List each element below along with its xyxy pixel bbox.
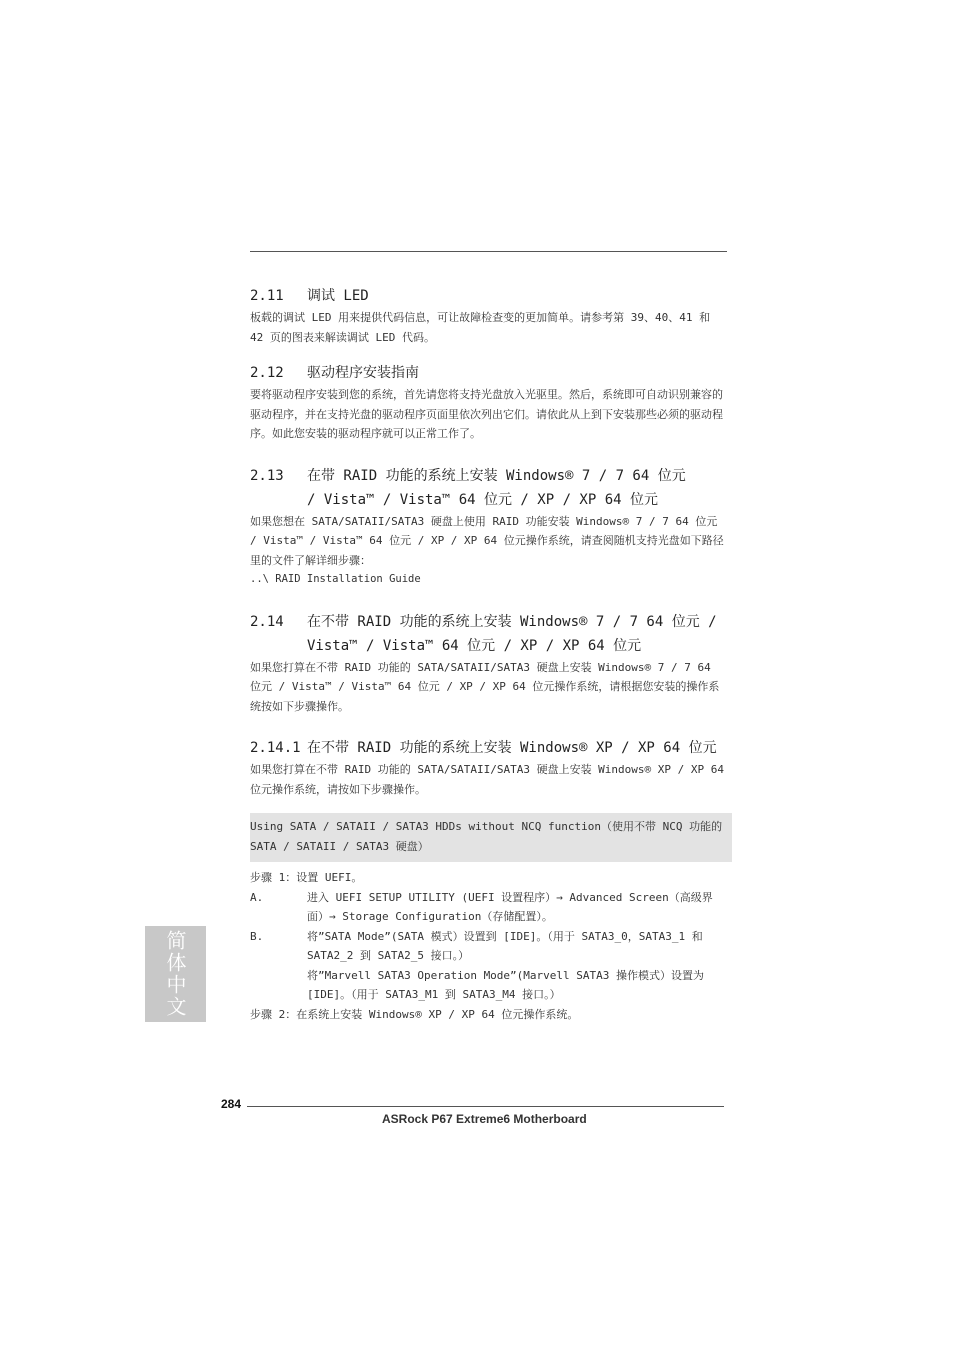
step-text — [307, 927, 728, 1005]
document-body — [250, 284, 728, 1024]
step-2: 步骤 2：在系统上安装 Windows® XP / XP 64 位元操作系统。 — [250, 1007, 579, 1021]
language-label: 简体中文 — [163, 930, 187, 1018]
step-text: 进入 UEFI SETUP UTILITY (UEFI 设置程序）→ Advanced Screen（高级界面）→ Storage Configuration（存储配置）。 — [307, 890, 713, 923]
step-a — [250, 888, 728, 927]
section-title: 在不带 RAID 功能的系统上安装 Windows® XP / XP 64 位元 — [307, 740, 717, 756]
step-label: B. — [250, 929, 264, 943]
section-title-line-1: 在不带 RAID 功能的系统上安装 Windows® 7 / 7 64 位元 / — [307, 613, 717, 630]
top-rule — [250, 251, 727, 252]
step-b-text-1: 将”SATA Mode”(SATA 模式）设置到 [IDE]。（用于 SATA3_0，SATA3_1 和 SATA2_2 到 SATA2_5 接口。） — [307, 929, 703, 962]
section-number: 2.13 — [250, 467, 284, 484]
section-2-14-1-heading — [250, 736, 728, 760]
section-2-11-body: 板载的调试 LED 用来提供代码信息，可让故障检查变的更加简单。请参考第 39、40、41 和 42 页的图表来解读调试 LED 代码。 — [250, 311, 711, 344]
section-number: 2.14 — [250, 613, 284, 630]
bottom-rule — [247, 1106, 724, 1107]
section-title — [307, 610, 728, 658]
step-b-text-2: 将”Marvell SATA3 Operation Mode”(Marvell SATA3 操作模式）设置为 [IDE]。（用于 SATA3_M1 到 SATA3_M4 接口。） — [307, 968, 705, 1001]
language-side-tab — [145, 926, 206, 1022]
section-2-14-1-body: 如果您打算在不带 RAID 功能的 SATA/SATAII/SATA3 硬盘上安装 Windows® XP / XP 64 位元操作系统，请按如下步骤操作。 — [250, 763, 725, 796]
section-2-12-body: 要将驱动程序安装到您的系统，首先请您将支持光盘放入光驱里。然后，系统即可自动识别兼容的驱动程序，并在支持光盘的驱动程序页面里依次列出它们。请依此从上到下安装那些必须的驱动程序。如此您安装的驱动程序就可以正常工作了。 — [250, 388, 723, 440]
section-2-14-body: 如果您打算在不带 RAID 功能的 SATA/SATAII/SATA3 硬盘上安装 Windows® 7 / 7 64 位元 / Vista™ / Vista™ 64 位元 / XP / XP 64 位元操作系统，请根据您安装的操作系统按如下步骤操作。 — [250, 660, 720, 713]
section-2-14-heading — [250, 610, 728, 658]
section-number: 2.14.1 — [250, 740, 301, 756]
section-title: 调试 LED — [307, 288, 369, 304]
step-label: A. — [250, 890, 264, 904]
install-guide-path: ..\ RAID Installation Guide — [250, 573, 421, 585]
page-number: 284 — [221, 1097, 242, 1111]
ncq-note-box: Using SATA / SATAII / SATA3 HDDs without NCQ function（使用不带 NCQ 功能的 SATA / SATAII / SATA3 硬盘） — [250, 813, 732, 862]
section-2-13-heading — [250, 464, 728, 512]
section-number: 2.12 — [250, 365, 284, 381]
section-title: 驱动程序安装指南 — [307, 365, 419, 381]
section-title-line-2: Vista™ / Vista™ 64 位元 / XP / XP 64 位元 — [307, 637, 642, 654]
section-title-line-2: / Vista™ / Vista™ 64 位元 / XP / XP 64 位元 — [307, 491, 659, 508]
section-title — [307, 464, 728, 512]
footer-product-name: ASRock P67 Extreme6 Motherboard — [382, 1112, 587, 1126]
step-b — [250, 927, 728, 1005]
section-2-12-heading — [250, 361, 728, 385]
section-2-13-body: 如果您想在 SATA/SATAII/SATA3 硬盘上使用 RAID 功能安装 Windows® 7 / 7 64 位元 / Vista™ / Vista™ 64 位元 / XP / XP 64 位元操作系统，请查阅随机支持光盘如下路径里的文件了解详细步骤： — [250, 514, 724, 567]
section-title-line-1: 在带 RAID 功能的系统上安装 Windows® 7 / 7 64 位元 — [307, 467, 686, 484]
section-2-11-heading — [250, 284, 728, 308]
step-1: 步骤 1：设置 UEFI。 — [250, 871, 363, 884]
section-number: 2.11 — [250, 288, 284, 304]
